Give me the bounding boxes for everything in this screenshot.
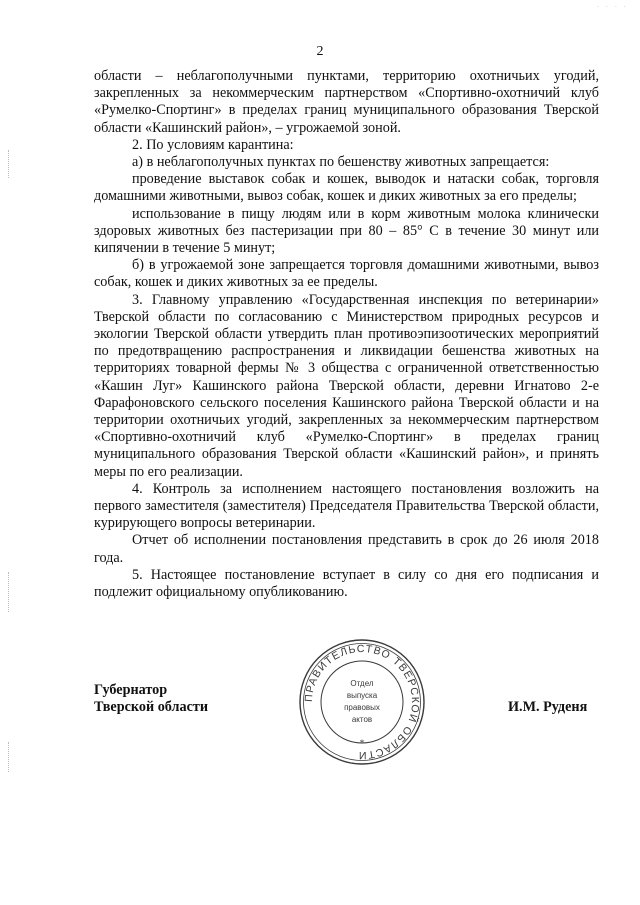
paragraph-2: а) в неблагополучных пунктах по бешенству животных запрещается: — [132, 154, 550, 171]
paragraph-5: б) в угрожаемой зоне запрещается торговля домашними животными, вывоз собак, кошек и диких животных за ее пределы. — [94, 257, 599, 291]
paragraph-9: 5. Настоящее постановление вступает в силу со дня его подписания и подлежит официальному опубликованию. — [94, 566, 599, 601]
signatory-title — [94, 682, 208, 716]
paragraph-7: 4. Контроль за исполнением настоящего постановления возложить на первого заместителя (заместителя) Председателя Правительства Тверской области, курирующего вопросы ветеринарии. — [94, 480, 599, 532]
signatory-title-line1: Губернатор — [94, 682, 168, 698]
paragraph-0: области – неблагополучными пунктами, территорию охотничьих угодий, закрепленных за некоммерческим партнерством «Спортивно-охотничий клуб «Румелко-Спортинг» в пределах границ муниципального образования Тверской области «Кашинский район», – угрожаемой зоной. — [94, 68, 599, 136]
stamp-ring-text: ПРАВИТЕЛЬСТВО ТВЕРСКОЙ ОБЛАСТИ — [302, 642, 422, 762]
document-body — [94, 68, 599, 601]
official-stamp — [298, 638, 426, 766]
paragraph-6: 3. Главному управлению «Государственная инспекция по ветеринарии» Тверской области по согласованию с Министерством природных ресурсов и экологии Тверской области утвердить план противоэпизоотических мероприятий по предотвращению распространения и ликвидации бешенства животных на территориях товарной фермы № 3 общества с ограниченной ответственностью «Кашин Луг» Кашинского района Тверской области, деревни Игнатово 2-е Фарафоновского сельского поселения Кашинского района Тверской области и на территории охотничьих угодий, закрепленных за некоммерческим партнерством «Спортивно-охотничий клуб «Румелко-Спортинг» в пределах границ муниципального образования Тверской области «Кашинский район», и принять меры по его реализации. — [94, 291, 599, 480]
stamp-star-icon: * — [359, 738, 365, 748]
stamp-inner-line: Отдел — [350, 679, 374, 688]
paragraph-3: проведение выставок собак и кошек, выводок и натаски собак, торговля домашними животными, вывоз собак, кошек и диких животных за его пределы; — [94, 171, 599, 205]
stamp-inner-line: актов — [351, 715, 373, 724]
margin-mark — [8, 742, 11, 772]
page-number: 2 — [316, 44, 324, 59]
paragraph-4: использование в пищу людям или в корм животным молока клинически здоровых животных без пастеризации при 80 – 85° С в течение 30 минут или кипячении в течение 5 минут; — [94, 205, 599, 257]
paragraph-1: 2. По условиям карантина: — [132, 136, 294, 153]
paragraph-8: Отчет об исполнении постановления представить в срок до 26 июля 2018 года. — [94, 532, 599, 566]
signatory-title-line2: Тверской области — [94, 699, 209, 716]
scan-corner-mark: · · · · — [596, 2, 628, 11]
signatory-name: И.М. Руденя — [508, 699, 588, 715]
stamp-inner-line: правовых — [344, 703, 380, 712]
margin-mark — [8, 150, 11, 178]
margin-mark — [8, 572, 11, 612]
stamp-inner-line: выпуска — [346, 691, 378, 700]
